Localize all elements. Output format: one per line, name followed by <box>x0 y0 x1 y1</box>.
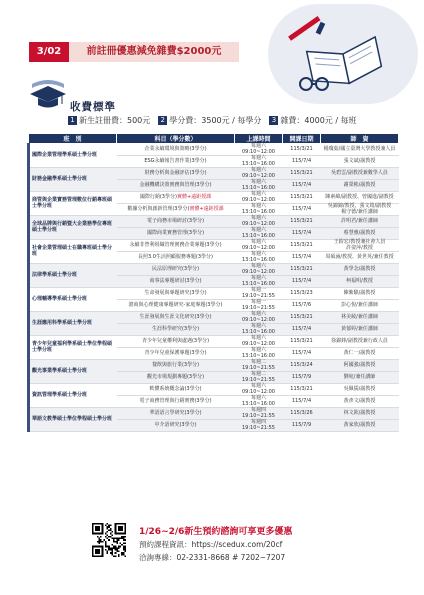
cell-teacher: 吳碧雲/副教授兼數學人員 <box>321 168 399 180</box>
cell-time: 每週四 19:10~21:55 <box>235 420 283 432</box>
table-row <box>29 192 399 204</box>
table-row <box>29 288 399 300</box>
cell-course: 生命發展與專題研究(3學分) <box>117 288 235 300</box>
cell-course: ESG永續報告書作業(3學分) <box>117 156 235 168</box>
cell-date: 115/3/26 <box>283 408 321 420</box>
cell-teacher: 黃學念/副教授 <box>321 264 399 276</box>
cell-course: 電子商務市場研討(3學分) <box>117 216 235 228</box>
footer-phone: 洽詢專線：02-2331-8668 # 7202~7207 <box>139 553 286 562</box>
cell-date: 115/7/4 <box>283 276 321 288</box>
fee-label: 雜費：4000元 / 每班 <box>280 116 357 125</box>
cell-teacher: 吳佩儒/副教授 <box>321 384 399 396</box>
cell-time: 每週六 13:10~16:00 <box>235 396 283 408</box>
cell-course: 金融機構決策實務與管理(3學分) <box>117 180 235 192</box>
cell-teacher: 楊瓊茹/國立臺灣大學教授兼人員 <box>321 144 399 156</box>
cell-teacher: 張文斌/副教授 <box>321 156 399 168</box>
cell-date: 115/3/21 <box>283 336 321 348</box>
cell-time: 每週六 13:10~16:00 <box>235 228 283 240</box>
cell-date: 115/3/21 <box>283 312 321 324</box>
program-name: 國際企業管理學系碩士學分班 <box>29 144 117 168</box>
table-row <box>29 144 399 156</box>
table-row <box>29 216 399 228</box>
cell-time: 每週六 09:10~12:00 <box>235 144 283 156</box>
cell-time: 每週六 13:10~16:00 <box>235 156 283 168</box>
col-header: 開課日期 <box>283 134 321 144</box>
cell-course: 青少年兒童保護專題(3學分) <box>117 348 235 360</box>
cell-time: 每週六 09:10~12:00 <box>235 384 283 396</box>
cell-teacher: 蔡慧雅/副教授 <box>321 228 399 240</box>
program-name: 觀光事業學系碩士學分班 <box>29 360 117 384</box>
cell-course: 諮商與心理健康專題研究-家庭專題(3學分) <box>117 300 235 312</box>
program-name: 青少年兒童福利學系碩士學位學程碩士學分班 <box>29 336 117 360</box>
cell-date: 115/3/21 <box>283 216 321 228</box>
cell-course: 財務分析與金融評估(3學分) <box>117 168 235 180</box>
cell-teacher: 陳素綿/副教授、曾國進/副教授 <box>321 192 399 204</box>
fee-num: 3 <box>269 116 278 125</box>
cell-time: 每週六 13:10~16:00 <box>235 324 283 336</box>
cell-teacher: 黃彥文/副教授 <box>321 396 399 408</box>
cell-teacher: 林美綾/兼任講師 <box>321 312 399 324</box>
program-name: 財務金融學系碩士學分班 <box>29 168 117 192</box>
program-name: 商管與企業實務管理數位行銷專班碩士學分班 <box>29 192 117 216</box>
cell-time: 每週六 13:10~16:00 <box>235 252 283 264</box>
cell-time: 每週二 19:10~21:55 <box>235 360 283 372</box>
cell-teacher: 周碩涵/教授、黃世英/兼任教授 <box>321 252 399 264</box>
cell-time: 每週一 19:10~21:55 <box>235 300 283 312</box>
cell-teacher: 吳錦錦/教授、張文筠/副教授 楊守德/兼任講師 <box>321 204 399 216</box>
program-group <box>29 384 399 408</box>
cell-course: 長照3.0生活照顧服務專題(3學分) <box>117 252 235 264</box>
col-header: 科目（學分數） <box>117 134 235 144</box>
cell-course: 國際商業實務管理(3學分) <box>117 228 235 240</box>
table-row <box>29 360 399 372</box>
table-row <box>29 408 399 420</box>
cell-date: 115/7/4 <box>283 228 321 240</box>
program-group <box>29 240 399 264</box>
cell-date: 115/7/9 <box>283 372 321 384</box>
banner-promo: 前註冊優惠減免雜費$2000元 <box>69 42 239 62</box>
program-group <box>29 192 399 216</box>
graduation-cap-icon <box>28 78 68 110</box>
cell-time: 每週一 19:10~21:55 <box>235 288 283 300</box>
cell-time: 每週六 13:10~16:00 <box>235 204 283 216</box>
cell-date: 115/3/23 <box>283 288 321 300</box>
program-name: 資訊管理學系碩士學分班 <box>29 384 117 408</box>
cell-teacher: 王鈞宏/教授兼社會人員 許姿萍/教授 <box>321 240 399 252</box>
cell-teacher: 阿國強/副教授 <box>321 360 399 372</box>
col-header: 上課時間 <box>235 134 283 144</box>
cell-course: 華語語言學研究(3學分) <box>117 408 235 420</box>
cell-teacher: 陳紫騏/副教授 <box>321 288 399 300</box>
cell-date: 115/7/9 <box>283 420 321 432</box>
cell-course: 餐飲與旅行業(3學分) <box>117 360 235 372</box>
cell-teacher: 柯福明/教授 <box>321 276 399 288</box>
program-name: 法律學系碩士學分班 <box>29 264 117 288</box>
program-group <box>29 312 399 336</box>
cell-date: 115/7/6 <box>283 300 321 312</box>
program-group <box>29 216 399 240</box>
footer-headline: 1/26~2/6新生預約諮詢可享更多優惠 <box>139 527 293 537</box>
cell-time: 每週六 09:10~12:00 <box>235 336 283 348</box>
cell-time: 每週六 09:10~12:00 <box>235 192 283 204</box>
col-header: 班 別 <box>29 134 117 144</box>
cell-course: 觀光市場規劃專題(3學分) <box>117 372 235 384</box>
cell-teacher: 黃仁一/副教授 <box>321 348 399 360</box>
table-row <box>29 168 399 180</box>
program-group <box>29 264 399 288</box>
program-group <box>29 336 399 360</box>
cell-course: 企業永續環境與策略(3學分) <box>117 144 235 156</box>
cell-course: 數據分析與創新管理(3學分)實體+遠距授課 <box>117 204 235 216</box>
fee-title: 收費標準 <box>70 101 116 113</box>
cell-teacher: 徐錦鋒/副教授兼行政人員 <box>321 336 399 348</box>
cell-teacher: 彭心悅/兼任講師 <box>321 300 399 312</box>
cell-teacher: 劉宛/兼任講師 <box>321 372 399 384</box>
delivery-mode-tag: 實體+遠距授課 <box>189 205 224 212</box>
program-group <box>29 408 399 432</box>
cell-course: 生涯發展與生涯文化研究(3學分) <box>117 312 235 324</box>
cell-course: 生涯科學研究(3學分) <box>117 324 235 336</box>
program-group <box>29 168 399 192</box>
cell-date: 115/3/24 <box>283 360 321 372</box>
cell-teacher: 黃家欣/副教授 <box>321 420 399 432</box>
table-row <box>29 384 399 396</box>
cell-date: 115/3/21 <box>283 240 321 252</box>
cell-course: 民法原理研究(3學分) <box>117 264 235 276</box>
fee-list <box>68 115 357 126</box>
cell-course: 青少年兒童權利與處遇(3學分) <box>117 336 235 348</box>
cell-date: 115/3/21 <box>283 384 321 396</box>
program-name: 生涯應用科學系碩士學分班 <box>29 312 117 336</box>
cell-date: 115/7/4 <box>283 180 321 192</box>
cell-teacher: 許明君/兼任講師 <box>321 216 399 228</box>
course-table <box>27 133 399 432</box>
cell-time: 每週六 09:10~12:00 <box>235 264 283 276</box>
promo-banner <box>29 42 239 62</box>
cell-time: 每週六 09:10~12:00 <box>235 312 283 324</box>
program-name: 華語文教學碩士學位學程碩士學分班 <box>29 408 117 432</box>
table-row <box>29 336 399 348</box>
cell-course: 軟體系統概念論(3學分) <box>117 384 235 396</box>
cell-time: 每週六 13:10~16:00 <box>235 276 283 288</box>
fee-label: 新生註冊費：500元 <box>79 116 151 125</box>
cell-date: 115/3/21 <box>283 264 321 276</box>
cell-time: 每週六 09:10~12:00 <box>235 168 283 180</box>
cell-date: 115/7/4 <box>283 396 321 408</box>
cell-course: 中介語研究(3學分) <box>117 420 235 432</box>
cell-date: 115/3/21 <box>283 144 321 156</box>
cell-teacher: 林文欽/副教授 <box>321 408 399 420</box>
delivery-mode-tag: 實體+遠距授課 <box>176 193 212 200</box>
book-glasses-icon <box>268 14 418 94</box>
banner-date: 3/02 <box>29 42 69 62</box>
table-row <box>29 312 399 324</box>
program-group <box>29 144 399 168</box>
fee-item <box>158 115 261 126</box>
cell-teacher: 黃郁婷/兼任講師 <box>321 324 399 336</box>
cell-time: 每週二 19:10~21:55 <box>235 372 283 384</box>
program-group <box>29 360 399 384</box>
cell-date: 115/7/4 <box>283 348 321 360</box>
cell-date: 115/7/4 <box>283 324 321 336</box>
cell-date: 115/7/4 <box>283 156 321 168</box>
cell-date: 115/7/4 <box>283 204 321 216</box>
program-name: 心理輔導學系碩士學分班 <box>29 288 117 312</box>
cell-time: 每週六 09:10~12:00 <box>235 216 283 228</box>
cell-date: 115/7/4 <box>283 252 321 264</box>
program-group <box>29 288 399 312</box>
cell-time: 每週六 09:10~12:00 <box>235 240 283 252</box>
fee-num: 2 <box>158 116 167 125</box>
table-row <box>29 240 399 252</box>
table-row <box>29 264 399 276</box>
cell-time: 每週六 13:10~16:00 <box>235 180 283 192</box>
footer-site-link[interactable]: 預約課程資訊：https://scedux.com/20cf <box>139 540 283 549</box>
cell-course: 商事法專題研討(3學分) <box>117 276 235 288</box>
cell-time: 每週六 13:10~16:00 <box>235 348 283 360</box>
qr-code[interactable] <box>92 523 126 557</box>
program-name: 全球品牌與行銷暨大企業務學位專班碩士學分班 <box>29 216 117 240</box>
fee-label: 學分費：3500元 / 每學分 <box>169 116 262 125</box>
cell-course: 國際行銷(3學分)實體+遠距授課 <box>117 192 235 204</box>
cell-date: 115/3/21 <box>283 168 321 180</box>
cell-course: 永續非營利組織管理實務企業專題(3學分) <box>117 240 235 252</box>
cell-teacher: 謝榮彬/副教授 <box>321 180 399 192</box>
cell-course: 電子商務管理與行銷實務(3學分) <box>117 396 235 408</box>
col-header: 師 資 <box>321 134 399 144</box>
cell-time: 每週四 19:10~21:55 <box>235 408 283 420</box>
fee-item <box>269 115 356 126</box>
table-header-row <box>29 134 399 144</box>
program-name: 社會企業管理碩士在職專班碩士學分班 <box>29 240 117 264</box>
cell-date: 115/3/21 <box>283 192 321 204</box>
fee-item <box>68 115 150 126</box>
fee-num: 1 <box>68 116 77 125</box>
